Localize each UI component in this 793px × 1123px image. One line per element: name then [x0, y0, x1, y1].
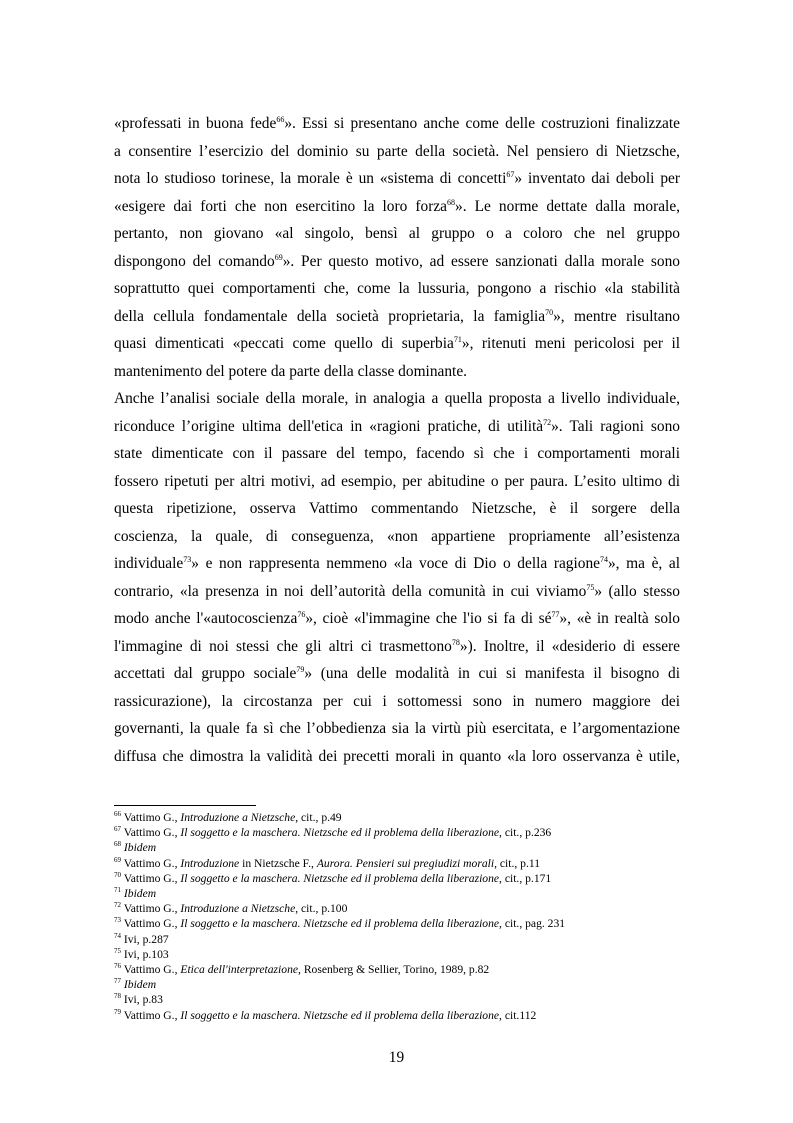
footnote-ref: 74: [599, 554, 608, 564]
text-run: »). Inoltre, il «desiderio di essere: [459, 637, 680, 655]
body-line: [114, 248, 680, 276]
text-run: ». Le norme dettate dalla morale,: [455, 197, 680, 215]
body-line: [114, 633, 680, 661]
italic-title: Il soggetto e la maschera. Nietzsche ed il problema della liberazione: [180, 1008, 500, 1022]
footnote-ref: 79: [296, 664, 305, 674]
footnote: [114, 932, 169, 947]
text-run: pertanto, non giovano «al singolo, bensì al gruppo o a coloro che nel gruppo: [114, 225, 680, 242]
footnote-ref: 66: [276, 114, 285, 124]
text-run: l'immagine di noi stessi che gli altri ci trasmettono: [114, 637, 452, 655]
body-line: [114, 193, 680, 221]
footnote: [114, 977, 156, 992]
text-run: , cit., p.100: [295, 902, 348, 916]
text-run: «esigere dai forti che non esercitino la loro forza: [114, 197, 447, 215]
footnote-ref: 70: [114, 870, 121, 879]
body-line: [114, 495, 680, 523]
italic-title: Introduzione: [180, 856, 240, 870]
text-run: Rosenberg & Sellier, Torino, 1989, p.82: [300, 963, 490, 976]
footnote-ref: 78: [451, 637, 460, 647]
text-run: quasi dimenticati «peccati come quello di superbia: [114, 335, 454, 352]
italic-title: Aurora. Pensieri sui pregiudizi morali: [316, 856, 495, 870]
footnote: [114, 962, 489, 977]
italic-title: Introduzione a Nietzsche: [180, 811, 296, 824]
text-run: » e non rappresenta nemmeno «la voce di Dio o della ragione: [191, 555, 600, 572]
footnote: [114, 871, 551, 886]
footnote-ref: 73: [114, 916, 121, 925]
body-line: [114, 688, 680, 716]
text-run: », ma è, al: [607, 555, 680, 572]
footnote-ref: 73: [183, 554, 192, 564]
body-line: [114, 550, 680, 578]
footnote-ref: 70: [545, 307, 554, 317]
footnote-ref: 72: [114, 901, 121, 910]
body-line: [114, 660, 680, 688]
body-line: [114, 523, 680, 551]
footnote-ref: 68: [447, 197, 455, 207]
footnote-ref: 77: [551, 609, 560, 619]
footnote: [114, 840, 156, 855]
text-run: rassicurazione), la circostanza per cui i sottomessi sono in numero maggiore dei: [114, 692, 680, 710]
body-line: [114, 605, 680, 633]
text-run: state dimenticate con il passare del tempo, facendo sì che i comportamenti morali: [114, 445, 680, 462]
text-run: Vattimo G.,: [121, 811, 181, 824]
body-line: [114, 358, 680, 386]
body-line: [114, 110, 680, 138]
footnote: [114, 901, 347, 916]
text-run: , cit., pag. 231: [499, 917, 566, 931]
text-run: riconduce l’origine ultima dell'etica in «ragioni pratiche, di utilità: [114, 417, 544, 435]
text-run: nota lo studioso torinese, la morale è un «sistema di concetti: [114, 170, 507, 187]
text-run: governanti, la quale fa sì che l’obbedienza sia la virtù più esercitata, e l’argomentazione: [114, 720, 680, 737]
body-line: [114, 138, 680, 166]
text-run: dispongono del comando: [114, 252, 275, 270]
text-run: mantenimento del potere da parte della classe dominante.: [114, 362, 467, 380]
text-run: ». Tali ragioni sono: [551, 417, 680, 435]
footnote: [114, 947, 169, 962]
footnote-ref: 69: [274, 252, 283, 262]
footnote-ref: 79: [114, 1007, 121, 1016]
text-run: fossero ripetuti per altri motivi, ad esempio, per abitudine o per paura. L’esito ultimo di: [114, 472, 680, 490]
text-run: questa ripetizione, osserva Vattimo commentando Nietzsche, è il sorgere della: [114, 500, 680, 517]
footnote-ref: 67: [506, 169, 515, 179]
body-line: [114, 385, 680, 413]
footnote-ref: 71: [453, 334, 462, 344]
body-line: [114, 413, 680, 441]
body-line: [114, 303, 680, 331]
footnote-ref: 76: [297, 609, 306, 619]
footnote-ref: 74: [114, 931, 121, 940]
footnote-ref: 75: [586, 582, 595, 592]
italic-title: Ibidem: [123, 841, 157, 855]
body-line: [114, 275, 680, 303]
text-run: a consentire l’esercizio del dominio su parte della società. Nel pensiero di Nietzsche,: [114, 142, 680, 160]
text-run: , cit., p.171: [499, 871, 552, 885]
footnote-ref: 68: [114, 840, 121, 849]
text-run: ». Per questo motivo, ad essere sanzionati dalla morale sono: [282, 252, 680, 270]
footnote: [114, 992, 163, 1007]
footnote-ref: 69: [114, 855, 121, 864]
text-run: coscienza, la quale, di conseguenza, «non appartiene propriamente all’esistenza: [114, 527, 680, 545]
text-run: » (allo stesso: [594, 582, 680, 600]
text-run: Anche l’analisi sociale della morale, in analogia a quella proposta a livello individuale,: [114, 390, 680, 407]
text-run: , cit.112: [499, 1008, 537, 1022]
text-run: Ivi, p.287: [121, 932, 169, 946]
body-line: [114, 165, 680, 193]
text-run: Vattimo G.,: [121, 902, 181, 916]
footnote: [114, 916, 565, 931]
body-line: [114, 743, 680, 771]
text-run: individuale: [114, 555, 184, 572]
body-line: [114, 220, 680, 248]
footnote: [114, 810, 342, 825]
footnote-ref: 77: [114, 977, 121, 986]
footnote: [114, 886, 156, 901]
italic-title: Il soggetto e la maschera. Nietzsche ed il problema della liberazione: [180, 826, 500, 840]
footnote-ref: 66: [114, 810, 121, 819]
text-run: accettati dal gruppo sociale: [114, 665, 297, 682]
text-run: Vattimo G.,: [121, 826, 181, 840]
text-run: , cit., p.11: [494, 856, 541, 870]
footnote-ref: 71: [114, 886, 121, 895]
text-run: Vattimo G.,: [121, 963, 181, 976]
body-line: [114, 330, 680, 358]
text-run: », «è in realtà solo: [559, 610, 680, 627]
text-run: modo anche l'«autocoscienza: [114, 610, 298, 627]
italic-title: Ibidem: [123, 887, 157, 900]
text-run: Vattimo G.,: [121, 1008, 181, 1022]
text-run: Vattimo G.,: [121, 917, 181, 931]
text-run: Vattimo G.,: [121, 871, 181, 885]
text-run: , cit., p.49: [295, 811, 342, 824]
italic-title: Introduzione a Nietzsche: [180, 902, 296, 916]
italic-title: Etica dell'interpretazione,: [180, 963, 301, 976]
text-run: » (una delle modalità in cui si manifesta il bisogno di: [304, 665, 681, 682]
text-run: contrario, «la presenza in noi dell’autorità della comunità in cui viviamo: [114, 582, 587, 600]
text-run: soprattutto quei comportamenti che, come la lussuria, pongono a rischio «la stabilità: [114, 280, 680, 297]
italic-title: Il soggetto e la maschera. Nietzsche ed il problema della liberazione: [180, 871, 500, 885]
footnote-ref: 72: [543, 417, 552, 427]
text-run: in Nietzsche F.,: [239, 856, 317, 870]
footnote-ref: 67: [114, 825, 121, 834]
text-run: , cit., p.236: [499, 826, 552, 840]
body-line: [114, 440, 680, 468]
text-run: Vattimo G.,: [121, 856, 181, 870]
body-line: [114, 715, 680, 743]
text-run: Ivi, p.83: [121, 993, 163, 1007]
text-run: » inventato dai deboli per: [514, 170, 680, 187]
italic-title: Ibidem: [123, 978, 157, 992]
footnote: [114, 856, 540, 871]
footnote-ref: 75: [114, 946, 121, 955]
footnote-ref: 76: [114, 962, 121, 971]
body-line: [114, 468, 680, 496]
body-line: [114, 578, 680, 606]
text-run: «professati in buona fede: [114, 115, 277, 132]
text-run: », mentre risultano: [553, 307, 680, 325]
footnote-separator: [114, 805, 256, 806]
italic-title: Il soggetto e la maschera. Nietzsche ed il problema della liberazione: [180, 917, 500, 931]
text-run: », ritenuti meni pericolosi per il: [461, 335, 681, 352]
footnote-ref: 78: [114, 992, 121, 1001]
text-run: della cellula fondamentale della società proprietaria, la famiglia: [114, 307, 546, 325]
text-run: », cioè «l'immagine che l'io si fa di sé: [305, 610, 552, 627]
text-run: ». Essi si presentano anche come delle costruzioni finalizzate: [284, 115, 680, 132]
text-run: Ivi, p.103: [121, 947, 169, 961]
footnote: [114, 825, 551, 840]
footnote: [114, 1008, 536, 1023]
text-run: diffusa che dimostra la validità dei precetti morali in quanto «la loro osservanza è utile,: [114, 747, 680, 765]
page-number: 19: [388, 1049, 405, 1066]
